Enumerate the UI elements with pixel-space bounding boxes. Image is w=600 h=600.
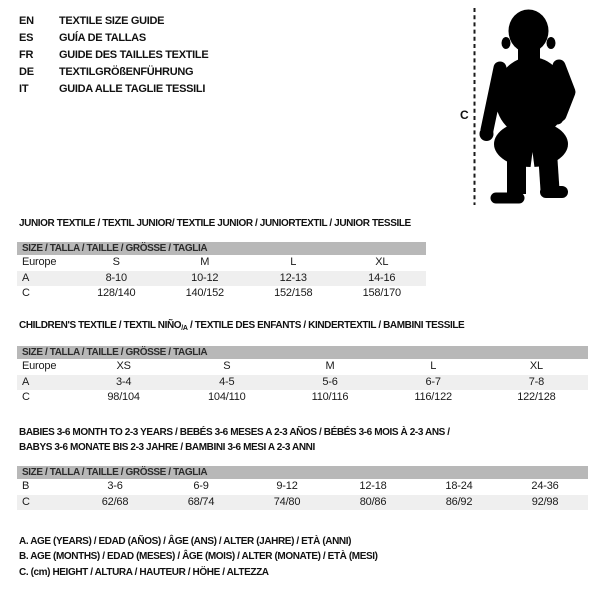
row-label: Europe [22,360,57,372]
size-cell: 80/86 [359,495,387,508]
table-row [17,495,588,511]
section-title-babies [19,425,450,455]
size-cell: 8-10 [105,271,127,284]
table-row [17,375,588,391]
size-cell: 3-4 [115,375,132,388]
footnote-c: C. (cm) HEIGHT / ALTURA / HAUTEUR / HÖHE / ALTEZZA [19,566,269,578]
language-label: TEXTILE SIZE GUIDE [59,15,165,27]
size-header-band: SIZE / TALLA / TAILLE / GRÖSSE / TAGLIA [17,242,426,255]
row-label: A [22,375,30,388]
size-cell: 4-5 [219,375,235,388]
size-cell: 104/110 [208,391,246,403]
size-cell: 6-9 [193,480,209,492]
language-label: GUIDE DES TAILLES TEXTILE [59,49,209,61]
size-cell: 68/74 [187,495,215,508]
footnote-a: A. AGE (YEARS) / EDAD (AÑOS) / ÂGE (ANS) / ALTER (JAHRE) / ETÀ (ANNI) [19,536,352,547]
size-cell: 98/104 [107,391,140,403]
language-code: DE [19,66,34,78]
size-cell: S [112,256,120,268]
language-label: GUÍA DE TALLAS [59,32,146,44]
children-title-post: / TEXTILE DES ENFANTS / KINDERTEXTIL / BAMBINI TESSILE [187,320,465,331]
babies-title-line2: BABYS 3-6 MONATE BIS 2-3 JAHRE / BAMBINI 3-6 MESI A 2-3 ANNI [19,442,315,453]
size-cell: 110/116 [311,391,349,403]
size-cell: 152/158 [274,287,313,299]
table-row [17,286,426,302]
silhouette-ear-right [547,37,556,49]
size-cell: 5-6 [322,375,338,388]
size-table-junior [17,242,426,302]
row-label: C [22,495,30,508]
junior-table [17,255,426,302]
size-header-band: SIZE / TALLA / TAILLE / GRÖSSE / TAGLIA [17,346,588,359]
row-label: B [22,480,30,492]
size-cell: 62/68 [101,495,129,508]
language-row [19,64,208,81]
silhouette-arm-left [487,68,500,130]
language-code: IT [19,83,29,95]
size-cell: 116/122 [414,391,452,403]
size-cell: L [430,360,437,372]
size-cell: 18-24 [445,480,473,492]
language-row [19,30,208,47]
height-measure-label: C [460,108,469,122]
table-row [17,390,588,406]
row-label: C [22,391,30,403]
footnote-b: B. AGE (MONTHS) / EDAD (MESES) / ÂGE (MOIS) / ALTER (MONATE) / ETÀ (MESI) [19,551,378,563]
size-cell: S [223,360,231,372]
size-cell: 24-36 [531,480,559,492]
section-title-junior: JUNIOR TEXTILE / TEXTIL JUNIOR/ TEXTILE JUNIOR / JUNIORTEXTIL / JUNIOR TESSILE [19,218,411,229]
babies-table [17,479,588,510]
size-cell: 158/170 [362,287,401,299]
size-cell: L [290,256,297,268]
children-table [17,359,588,406]
size-cell: 86/92 [445,495,473,508]
language-code: FR [19,49,34,61]
silhouette-ear-left [502,37,511,49]
silhouette-hand-right [551,112,564,125]
size-cell: 3-6 [107,480,123,492]
size-cell: 14-16 [368,271,396,284]
children-title-sub: /A [181,325,188,332]
language-legend [19,13,208,98]
language-code: EN [19,15,34,27]
size-cell: 10-12 [191,271,219,284]
size-table-children [17,346,588,406]
size-cell: 12-13 [279,271,307,284]
language-label: GUIDA ALLE TAGLIE TESSILI [59,83,206,95]
footnotes [19,534,378,580]
language-row [19,81,208,98]
row-label: Europe [22,256,57,268]
size-cell: M [325,360,335,372]
table-row [17,271,426,287]
child-silhouette-graphic [455,5,595,210]
size-cell: 9-12 [276,480,298,492]
language-code: ES [19,32,34,44]
table-row [17,479,588,495]
section-title-children [19,318,464,336]
size-cell: 7-8 [528,375,545,388]
size-cell: XL [529,360,543,372]
language-row [19,13,208,30]
size-figure [455,5,595,210]
silhouette-hand-left [480,127,494,141]
size-cell: M [200,256,210,268]
babies-title-line1: BABIES 3-6 MONTH TO 2-3 YEARS / BEBÉS 3-6 MESES A 2-3 AÑOS / BÉBÉS 3-6 MOIS À 2-3 ANS / [19,427,450,438]
size-cell: 6-7 [425,375,441,388]
language-row [19,47,208,64]
size-cell: 122/128 [517,391,556,403]
language-label: TEXTILGRÖßENFÜHRUNG [59,66,194,78]
size-cell: 74/80 [273,495,301,508]
size-cell: 140/152 [185,287,224,299]
table-row [17,359,588,375]
size-cell: 92/98 [531,495,559,508]
children-title-pre: CHILDREN'S TEXTILE / TEXTIL NIÑO [19,320,182,331]
size-cell: 12-18 [359,480,387,492]
row-label: C [22,287,30,299]
size-table-babies [17,466,588,510]
size-cell: 128/140 [97,287,136,299]
size-header-band: SIZE / TALLA / TAILLE / GRÖSSE / TAGLIA [17,466,588,479]
table-row [17,255,426,271]
row-label: A [22,271,30,284]
size-cell: XL [375,256,389,268]
size-cell: XS [116,360,131,372]
silhouette-leg-right [547,145,550,190]
